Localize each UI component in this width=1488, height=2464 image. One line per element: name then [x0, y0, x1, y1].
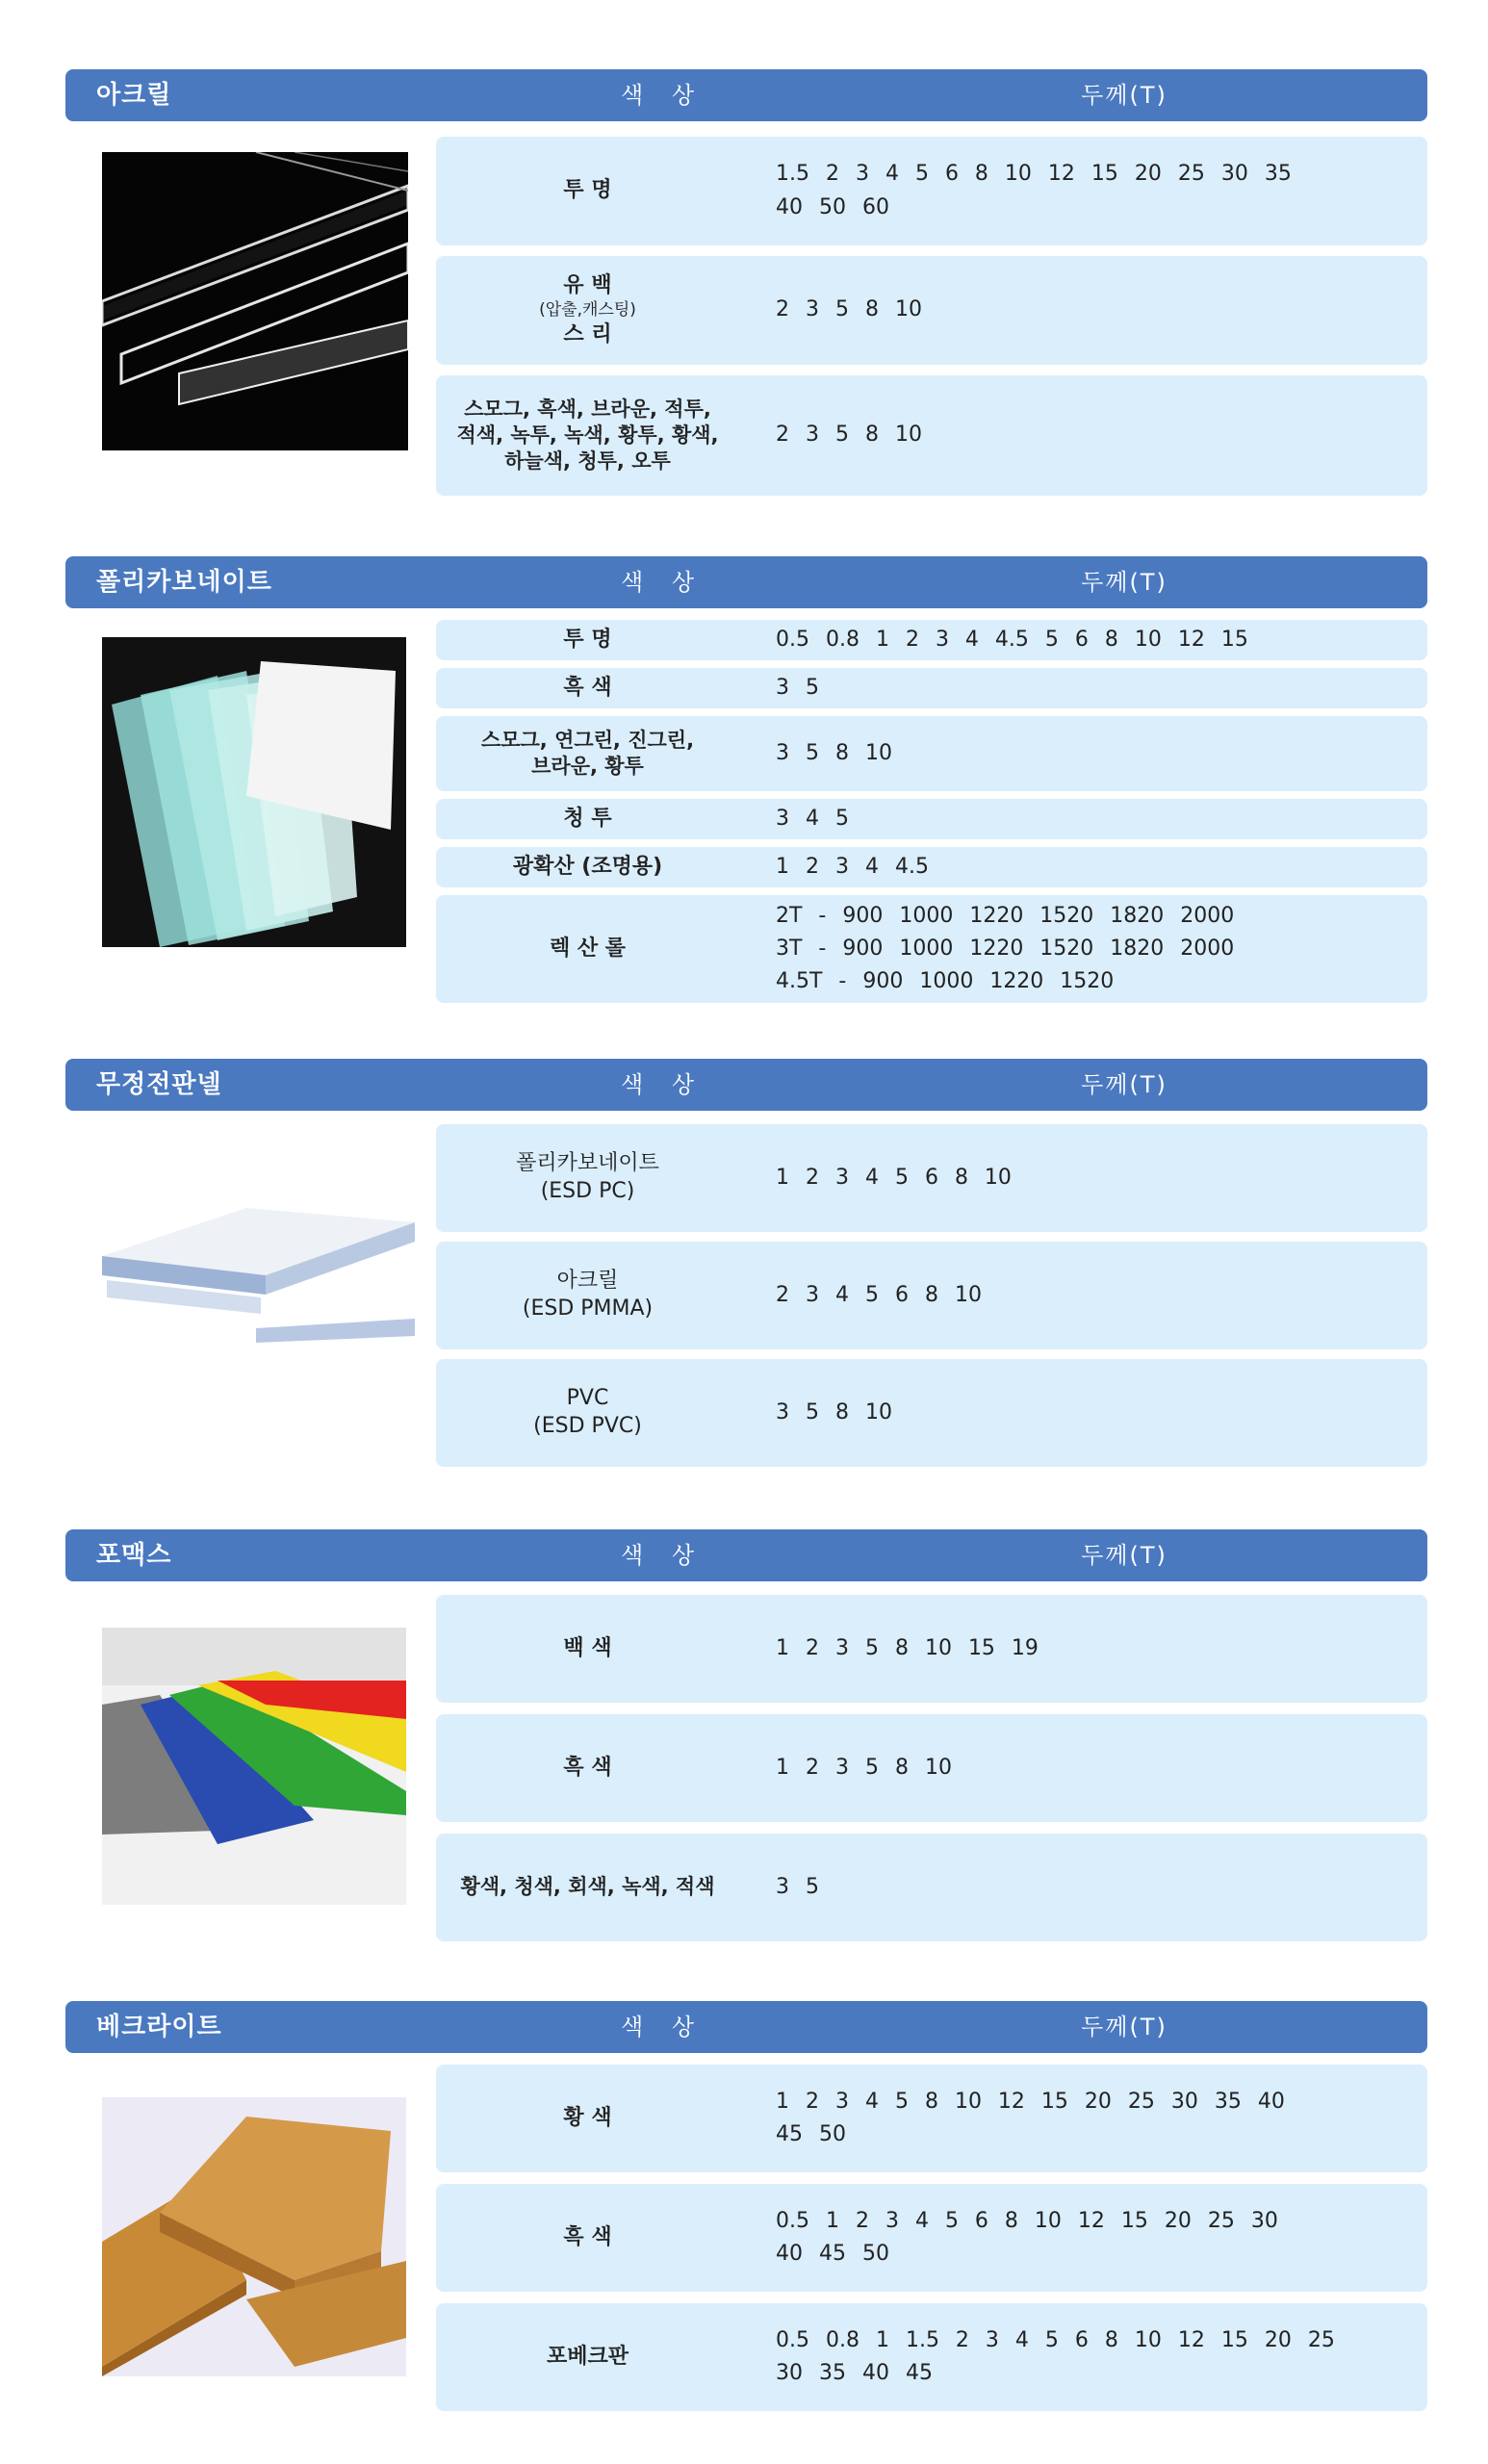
section-header [65, 1059, 1427, 1111]
row-label: 청 투 [563, 806, 612, 831]
row-values [776, 1242, 1408, 1349]
section-header [65, 1529, 1427, 1581]
row-values [776, 716, 1408, 791]
row-values [776, 620, 1408, 660]
value-line: 3 5 [776, 675, 819, 700]
value-line: 2 3 5 8 10 [776, 297, 922, 322]
row-label: 포베크판 [546, 2344, 629, 2369]
row-values [776, 799, 1408, 839]
row-label: 흑 색 [563, 675, 612, 700]
section-title: 무정전판넬 [96, 1070, 222, 1099]
product-photo-esd-panel [102, 1184, 415, 1367]
section-header [65, 69, 1427, 121]
table-row [436, 2303, 1427, 2411]
value-line: 2T - 900 1000 1220 1520 1820 2000 [776, 903, 1235, 928]
value-line: 2 3 4 5 6 8 10 [776, 1282, 982, 1307]
row-values [776, 1595, 1408, 1703]
column-header-color: 색 상 [621, 2014, 694, 2040]
row-values [776, 1834, 1408, 1941]
column-header-color: 색 상 [621, 569, 694, 596]
row-label: 백 색 [563, 1635, 612, 1660]
row-label: 아크릴 (ESD PMMA) [522, 1269, 654, 1321]
value-line: 3 4 5 [776, 806, 849, 831]
row-label-main: 유 백 [563, 272, 612, 297]
table-row [436, 620, 1427, 660]
column-header-thickness: 두께(T) [1081, 569, 1167, 596]
row-label-sub: (압출,캐스팅) [539, 300, 636, 321]
section-esd-panel [65, 1059, 1427, 1473]
row-values [776, 668, 1408, 708]
section-title: 아크릴 [96, 81, 172, 110]
value-line: 3 5 [776, 1874, 819, 1899]
value-line: 45 50 [776, 2122, 846, 2146]
table-row [436, 256, 1427, 365]
table-row [436, 668, 1427, 708]
section-header [65, 2001, 1427, 2053]
row-label: 투 명 [563, 627, 612, 652]
row-label: 황 색 [563, 2105, 612, 2130]
product-photo-polycarbonate [102, 637, 406, 947]
value-line: 2 3 5 8 10 [776, 423, 922, 448]
value-line: 4.5T - 900 1000 1220 1520 [776, 969, 1115, 994]
value-line: 1 2 3 4 4.5 [776, 854, 929, 879]
section-acrylic [65, 69, 1427, 493]
table-row [436, 2065, 1427, 2172]
product-photo-acrylic [102, 152, 408, 450]
table-row [436, 375, 1427, 496]
row-label [436, 256, 739, 365]
table-row [436, 137, 1427, 245]
row-values [776, 847, 1408, 887]
row-label: 폴리카보네이트 (ESD PC) [516, 1151, 659, 1203]
row-values [776, 2065, 1408, 2172]
row-label: 광확산 (조명용) [512, 854, 663, 879]
table-row [436, 716, 1427, 791]
row-values [776, 375, 1408, 496]
row-label: 흑 색 [563, 2224, 612, 2249]
table-row [436, 1714, 1427, 1822]
row-values [776, 2184, 1408, 2292]
table-row [436, 1834, 1427, 1941]
column-header-thickness: 두께(T) [1081, 2014, 1167, 2040]
section-title: 베크라이트 [96, 2013, 222, 2041]
table-row [436, 2184, 1427, 2292]
row-label: 스모그, 흑색, 브라운, 적투, 적색, 녹투, 녹색, 황투, 황색, 하늘색, 청투, 오투 [456, 397, 719, 474]
row-values [776, 1359, 1408, 1467]
value-line: 1 2 3 4 5 8 10 12 15 20 25 30 35 40 [776, 2089, 1285, 2114]
section-bakelite [65, 2001, 1427, 2415]
value-line: 0.5 0.8 1 2 3 4 4.5 5 6 8 10 12 15 [776, 627, 1248, 652]
product-photo-bakelite [102, 2097, 406, 2376]
section-header [65, 556, 1427, 608]
row-values [776, 256, 1408, 365]
row-label: 황색, 청색, 회색, 녹색, 적색 [460, 1875, 715, 1899]
column-header-thickness: 두께(T) [1081, 1542, 1167, 1569]
value-line: 1 2 3 5 8 10 [776, 1755, 952, 1780]
table-row [436, 799, 1427, 839]
row-values [776, 1124, 1408, 1232]
product-photo-foamex [102, 1628, 406, 1905]
table-row [436, 1124, 1427, 1232]
table-row [436, 1595, 1427, 1703]
table-row [436, 847, 1427, 887]
column-header-color: 색 상 [621, 1542, 694, 1569]
column-header-thickness: 두께(T) [1081, 1071, 1167, 1098]
row-values [776, 137, 1408, 245]
table-row [436, 1359, 1427, 1467]
section-foamex [65, 1529, 1427, 1943]
value-line: 1 2 3 4 5 6 8 10 [776, 1165, 1012, 1190]
row-label: 렉 산 롤 [549, 936, 627, 961]
row-label: PVC (ESD PVC) [533, 1386, 642, 1438]
table-row [436, 895, 1427, 1003]
value-line: 3 5 8 10 [776, 740, 892, 765]
value-line: 3 5 8 10 [776, 1399, 892, 1424]
row-label: 흑 색 [563, 1755, 612, 1780]
column-header-color: 색 상 [621, 82, 694, 109]
row-label: 스모그, 연그린, 진그린, 브라운, 황투 [480, 728, 695, 778]
section-title: 폴리카보네이트 [96, 568, 272, 597]
column-header-color: 색 상 [621, 1071, 694, 1098]
row-values [776, 2303, 1408, 2411]
section-title: 포맥스 [96, 1541, 172, 1570]
section-polycarbonate [65, 556, 1427, 999]
value-line: 1 2 3 5 8 10 15 19 [776, 1635, 1039, 1660]
row-label: 투 명 [563, 178, 612, 203]
column-header-thickness: 두께(T) [1081, 82, 1167, 109]
value-line: 40 50 60 [776, 194, 889, 219]
value-line: 0.5 1 2 3 4 5 6 8 10 12 15 20 25 30 [776, 2208, 1278, 2233]
value-line: 0.5 0.8 1 1.5 2 3 4 5 6 8 10 12 15 20 25 [776, 2327, 1335, 2352]
table-row [436, 1242, 1427, 1349]
row-values [776, 895, 1408, 1003]
value-line: 40 45 50 [776, 2242, 889, 2266]
value-line: 30 35 40 45 [776, 2361, 933, 2385]
value-line: 3T - 900 1000 1220 1520 1820 2000 [776, 936, 1235, 961]
row-values [776, 1714, 1408, 1822]
value-line: 1.5 2 3 4 5 6 8 10 12 15 20 25 30 35 [776, 162, 1292, 187]
row-label-second: 스 리 [563, 321, 612, 346]
